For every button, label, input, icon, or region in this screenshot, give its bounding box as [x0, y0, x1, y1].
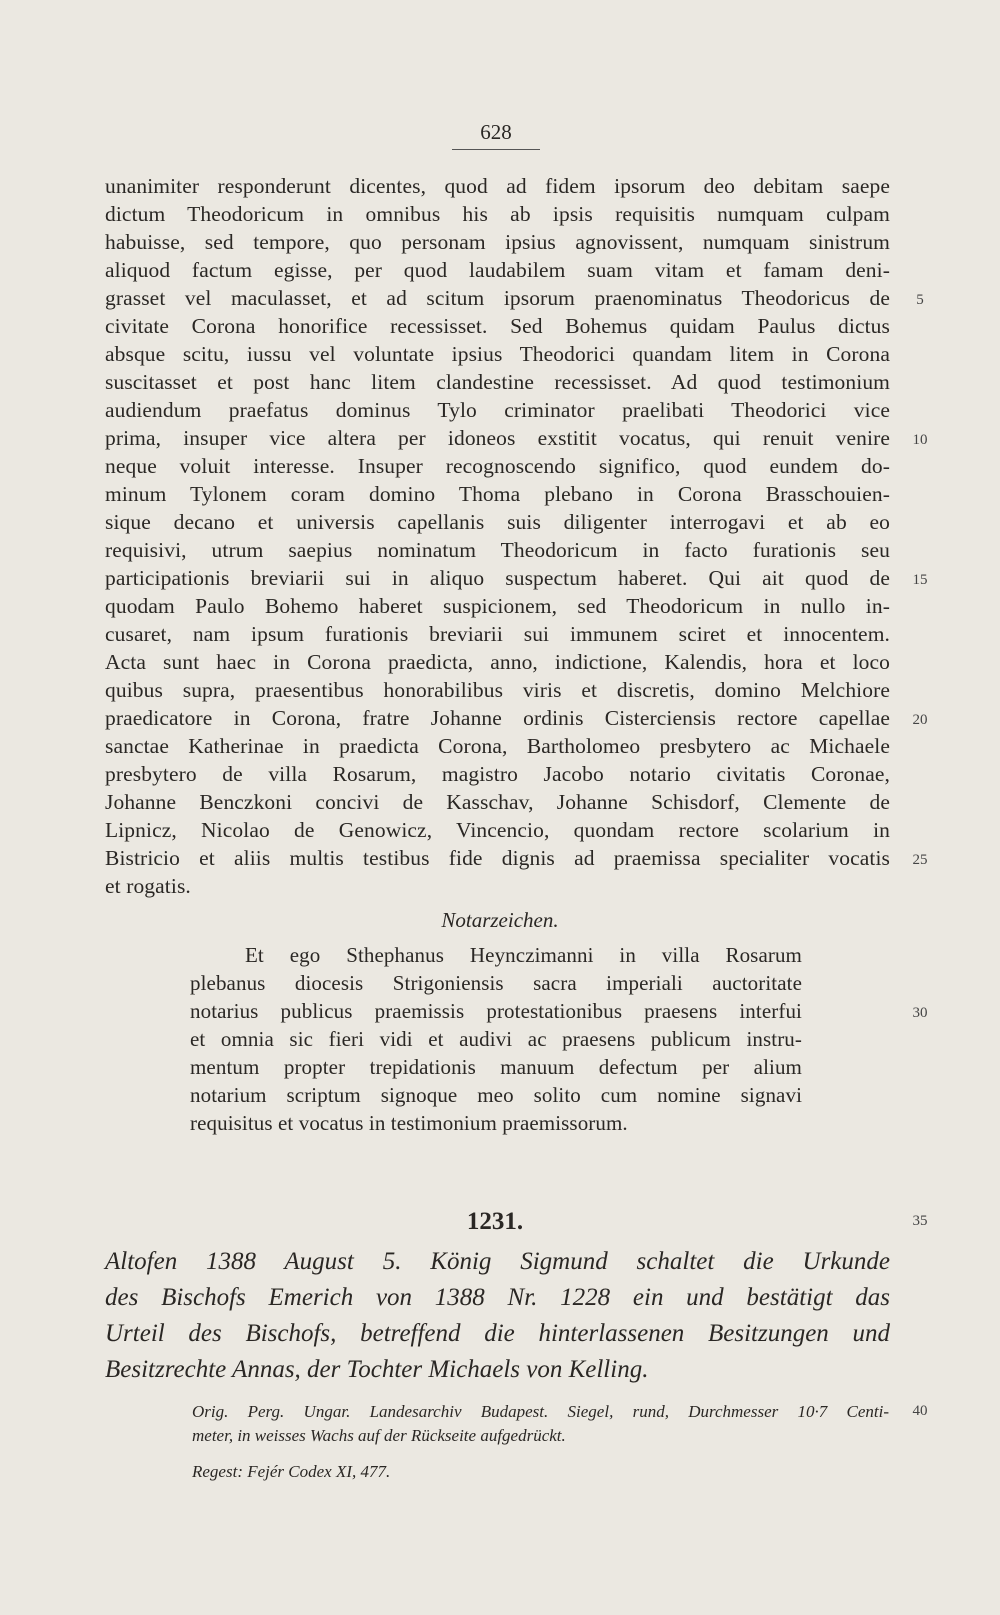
- body-line: neque voluit interesse. Insuper recognoscendo significo, quod eundem do-: [105, 454, 890, 478]
- body-line: unanimiter responderunt dicentes, quod ad fidem ipsorum deo debitam saepe: [105, 174, 890, 198]
- margin-line-number: 20: [912, 712, 928, 728]
- body-line: requisivi, utrum saepius nominatum Theodoricum in facto furationis seu: [105, 538, 890, 562]
- body-line: dictum Theodoricum in omnibus his ab ipsis requisitis numquam culpam: [105, 202, 890, 226]
- notary-line: notarius publicus praemissis protestationibus praesens interfui: [190, 999, 802, 1023]
- margin-line-number: 40: [912, 1403, 928, 1419]
- body-line: absque scitu, iussu vel voluntate ipsius Theodorici quandam litem in Corona: [105, 342, 890, 366]
- body-line: habuisse, sed tempore, quo personam ipsius agnovissent, numquam sinistrum: [105, 230, 890, 254]
- body-line: Johanne Benczkoni concivi de Kasschav, Johanne Schisdorf, Clemente de: [105, 790, 890, 814]
- body-line: et rogatis.: [105, 874, 191, 898]
- regest-note: Regest: Fejér Codex XI, 477.: [192, 1462, 391, 1481]
- page-number: 628: [452, 120, 540, 150]
- body-line: cusaret, nam ipsum furationis breviarii sui immunem sciret et innocentem.: [105, 622, 890, 646]
- notary-line: mentum propter trepidationis manuum defectum per alium: [190, 1055, 802, 1079]
- notary-line: plebanus diocesis Strigoniensis sacra imperiali auctoritate: [190, 971, 802, 995]
- source-note-line: meter, in weisses Wachs auf der Rückseite aufgedrückt.: [192, 1426, 566, 1445]
- body-line: Acta sunt haec in Corona praedicta, anno, indictione, Kalendis, hora et loco: [105, 650, 890, 674]
- body-line: suscitasset et post hanc litem clandestine recessisset. Ad quod testimonium: [105, 370, 890, 394]
- body-line: civitate Corona honorifice recessisset. Sed Bohemus quidam Paulus dictus: [105, 314, 890, 338]
- body-line: prima, insuper vice altera per idoneos exstitit vocatus, qui renuit venire: [105, 426, 890, 450]
- document-number-heading: 1231.: [466, 1208, 524, 1235]
- source-note-line: Orig. Perg. Ungar. Landesarchiv Budapest. Siegel, rund, Durchmesser 10·7 Centi-: [192, 1402, 889, 1421]
- body-line: presbytero de villa Rosarum, magistro Jacobo notario civitatis Coronae,: [105, 762, 890, 786]
- summary-line: Altofen 1388 August 5. König Sigmund schaltet die Urkunde: [105, 1248, 890, 1275]
- margin-line-number: 35: [912, 1213, 928, 1229]
- margin-line-number: 10: [912, 432, 928, 448]
- notary-line: requisitus et vocatus in testimonium praemissorum.: [190, 1111, 628, 1135]
- summary-line: des Bischofs Emerich von 1388 Nr. 1228 ein und bestätigt das: [105, 1284, 890, 1311]
- notary-line: et omnia sic fieri vidi et audivi ac praesens publicum instru-: [190, 1027, 802, 1051]
- body-line: sique decano et universis capellanis suis diligenter interrogavi et ab eo: [105, 510, 890, 534]
- body-line: minum Tylonem coram domino Thoma plebano in Corona Brasschouien-: [105, 482, 890, 506]
- margin-line-number: 5: [916, 292, 924, 308]
- margin-line-number: 25: [912, 852, 928, 868]
- margin-line-number: 30: [912, 1005, 928, 1021]
- notary-line: Et ego Sthephanus Heynczimanni in villa Rosarum: [245, 943, 802, 967]
- body-line: participationis breviarii sui in aliquo suspectum haberet. Qui ait quod de: [105, 566, 890, 590]
- notary-sign-label: Notarzeichen.: [441, 908, 559, 932]
- body-line: praedicatore in Corona, fratre Johanne ordinis Cisterciensis rectore capellae: [105, 706, 890, 730]
- notary-line: notarium scriptum signoque meo solito cum nomine signavi: [190, 1083, 802, 1107]
- body-line: audiendum praefatus dominus Tylo criminator praelibati Theodorici vice: [105, 398, 890, 422]
- body-line: aliquod factum egisse, per quod laudabilem suam vitam et famam deni-: [105, 258, 890, 282]
- body-line: grasset vel maculasset, et ad scitum ipsorum praenominatus Theodoricus de: [105, 286, 890, 310]
- body-line: sanctae Katherinae in praedicta Corona, Bartholomeo presbytero ac Michaele: [105, 734, 890, 758]
- margin-line-number: 15: [912, 572, 928, 588]
- body-line: Lipnicz, Nicolao de Genowicz, Vincencio, quondam rectore scolarium in: [105, 818, 890, 842]
- body-line: quodam Paulo Bohemo haberet suspicionem, sed Theodoricum in nullo in-: [105, 594, 890, 618]
- summary-line: Besitzrechte Annas, der Tochter Michaels von Kelling.: [105, 1356, 649, 1383]
- body-line: Bistricio et aliis multis testibus fide dignis ad praemissa specialiter vocatis: [105, 846, 890, 870]
- summary-line: Urteil des Bischofs, betreffend die hinterlassenen Besitzungen und: [105, 1320, 890, 1347]
- body-line: quibus supra, praesentibus honorabilibus viris et discretis, domino Melchiore: [105, 678, 890, 702]
